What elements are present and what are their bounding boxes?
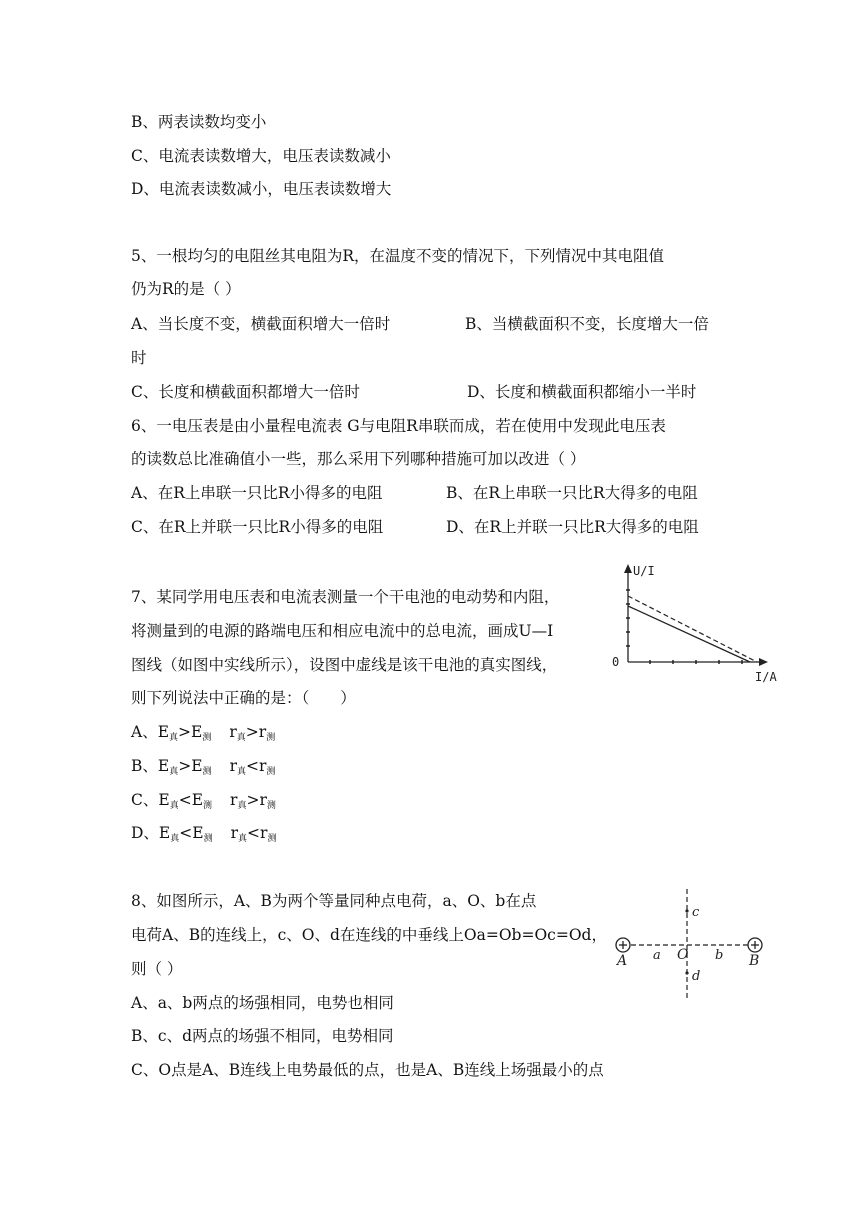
q8-stem-line2: 电荷A、B的连线上，c、O、d在连线的中垂线上Oa=Ob=Oc=Od， xyxy=(131,926,607,944)
charge-b-icon xyxy=(748,938,762,952)
label-a: a xyxy=(653,948,661,963)
origin-label: 0 xyxy=(612,655,620,669)
q7-option-b: B、E真>E测 r真<r测 xyxy=(131,757,276,777)
q5-option-c: C、长度和横截面积都增大一倍时 xyxy=(131,383,360,401)
q8-option-a: A、a、b两点的场强相同，电势也相同 xyxy=(131,994,394,1012)
label-d: d xyxy=(692,969,701,984)
q5-stem-line2: 仍为R的是（ ） xyxy=(131,280,241,298)
q5-option-b: B、当横截面积不变，长度增大一倍 xyxy=(465,315,709,333)
q5-stem-line1: 5、一根均匀的电阻丝其电阻为R，在温度不变的情况下，下列情况中其电阻值 xyxy=(131,247,665,265)
q8-stem-line3: 则（ ） xyxy=(131,960,183,978)
q4-option-c: C、电流表读数增大，电压表读数减小 xyxy=(131,147,391,165)
q6-option-c: C、在R上并联一只比R小得多的电阻 xyxy=(131,518,384,536)
x-axis-label: I/A xyxy=(755,670,777,684)
q5-option-d: D、长度和横截面积都缩小一半时 xyxy=(467,383,697,401)
q8-stem-line1: 8、如图所示，A、B为两个等量同种点电荷，a、O、b在点 xyxy=(131,892,537,910)
q6-stem-line2: 的读数总比准确值小一些，那么采用下列哪种措施可加以改进（ ） xyxy=(131,450,586,468)
q5-option-b-wrap: 时 xyxy=(131,349,147,367)
q6-stem-line1: 6、一电压表是由小量程电流表 G与电阻R串联而成，若在使用中发现此电压表 xyxy=(131,417,666,435)
q4-option-b: B、两表读数均变小 xyxy=(131,113,267,131)
label-b: b xyxy=(715,948,724,963)
q5-option-a: A、当长度不变，横截面积增大一倍时 xyxy=(131,315,391,333)
true-line xyxy=(628,596,757,662)
y-axis-arrow xyxy=(624,564,632,573)
charge-a-icon xyxy=(616,938,630,952)
measured-line xyxy=(628,606,750,662)
q7-stem-line1: 7、某同学用电压表和电流表测量一个干电池的电动势和内阻， xyxy=(131,588,560,606)
q6-option-b: B、在R上串联一只比R大得多的电阻 xyxy=(446,484,698,502)
q7-ui-graph xyxy=(600,560,790,685)
label-c: c xyxy=(692,905,700,920)
label-B: B xyxy=(749,953,760,969)
point-d xyxy=(685,971,688,974)
q7-option-d: D、E真<E测 r真<r测 xyxy=(131,824,277,844)
x-axis-arrow xyxy=(759,658,768,666)
q7-stem-line4: 则下列说法中正确的是：（ ） xyxy=(131,689,356,707)
q8-charges-diagram xyxy=(605,885,785,1005)
q6-option-d: D、在R上并联一只比R大得多的电阻 xyxy=(446,518,699,536)
point-c xyxy=(685,909,688,912)
q7-option-c: C、E真<E测 r真>r测 xyxy=(131,791,276,811)
q6-option-a: A、在R上串联一只比R小得多的电阻 xyxy=(131,484,383,502)
q8-option-c: C、O点是A、B连线上电势最低的点，也是A、B连线上场强最小的点 xyxy=(131,1061,604,1079)
q4-option-d: D、电流表读数减小，电压表读数增大 xyxy=(131,180,392,198)
y-axis-label: U/I xyxy=(633,564,655,578)
q7-option-a: A、E真>E测 r真>r测 xyxy=(131,723,276,743)
q7-stem-line2: 将测量到的电源的路端电压和相应电流中的总电流，画成U—I xyxy=(131,622,554,640)
q7-stem-line3: 图线（如图中实线所示），设图中虚线是该干电池的真实图线， xyxy=(131,656,558,674)
q8-option-b: B、c、d两点的场强不相同，电势相同 xyxy=(131,1027,394,1045)
label-A: A xyxy=(617,953,628,969)
label-O: O xyxy=(677,947,689,963)
